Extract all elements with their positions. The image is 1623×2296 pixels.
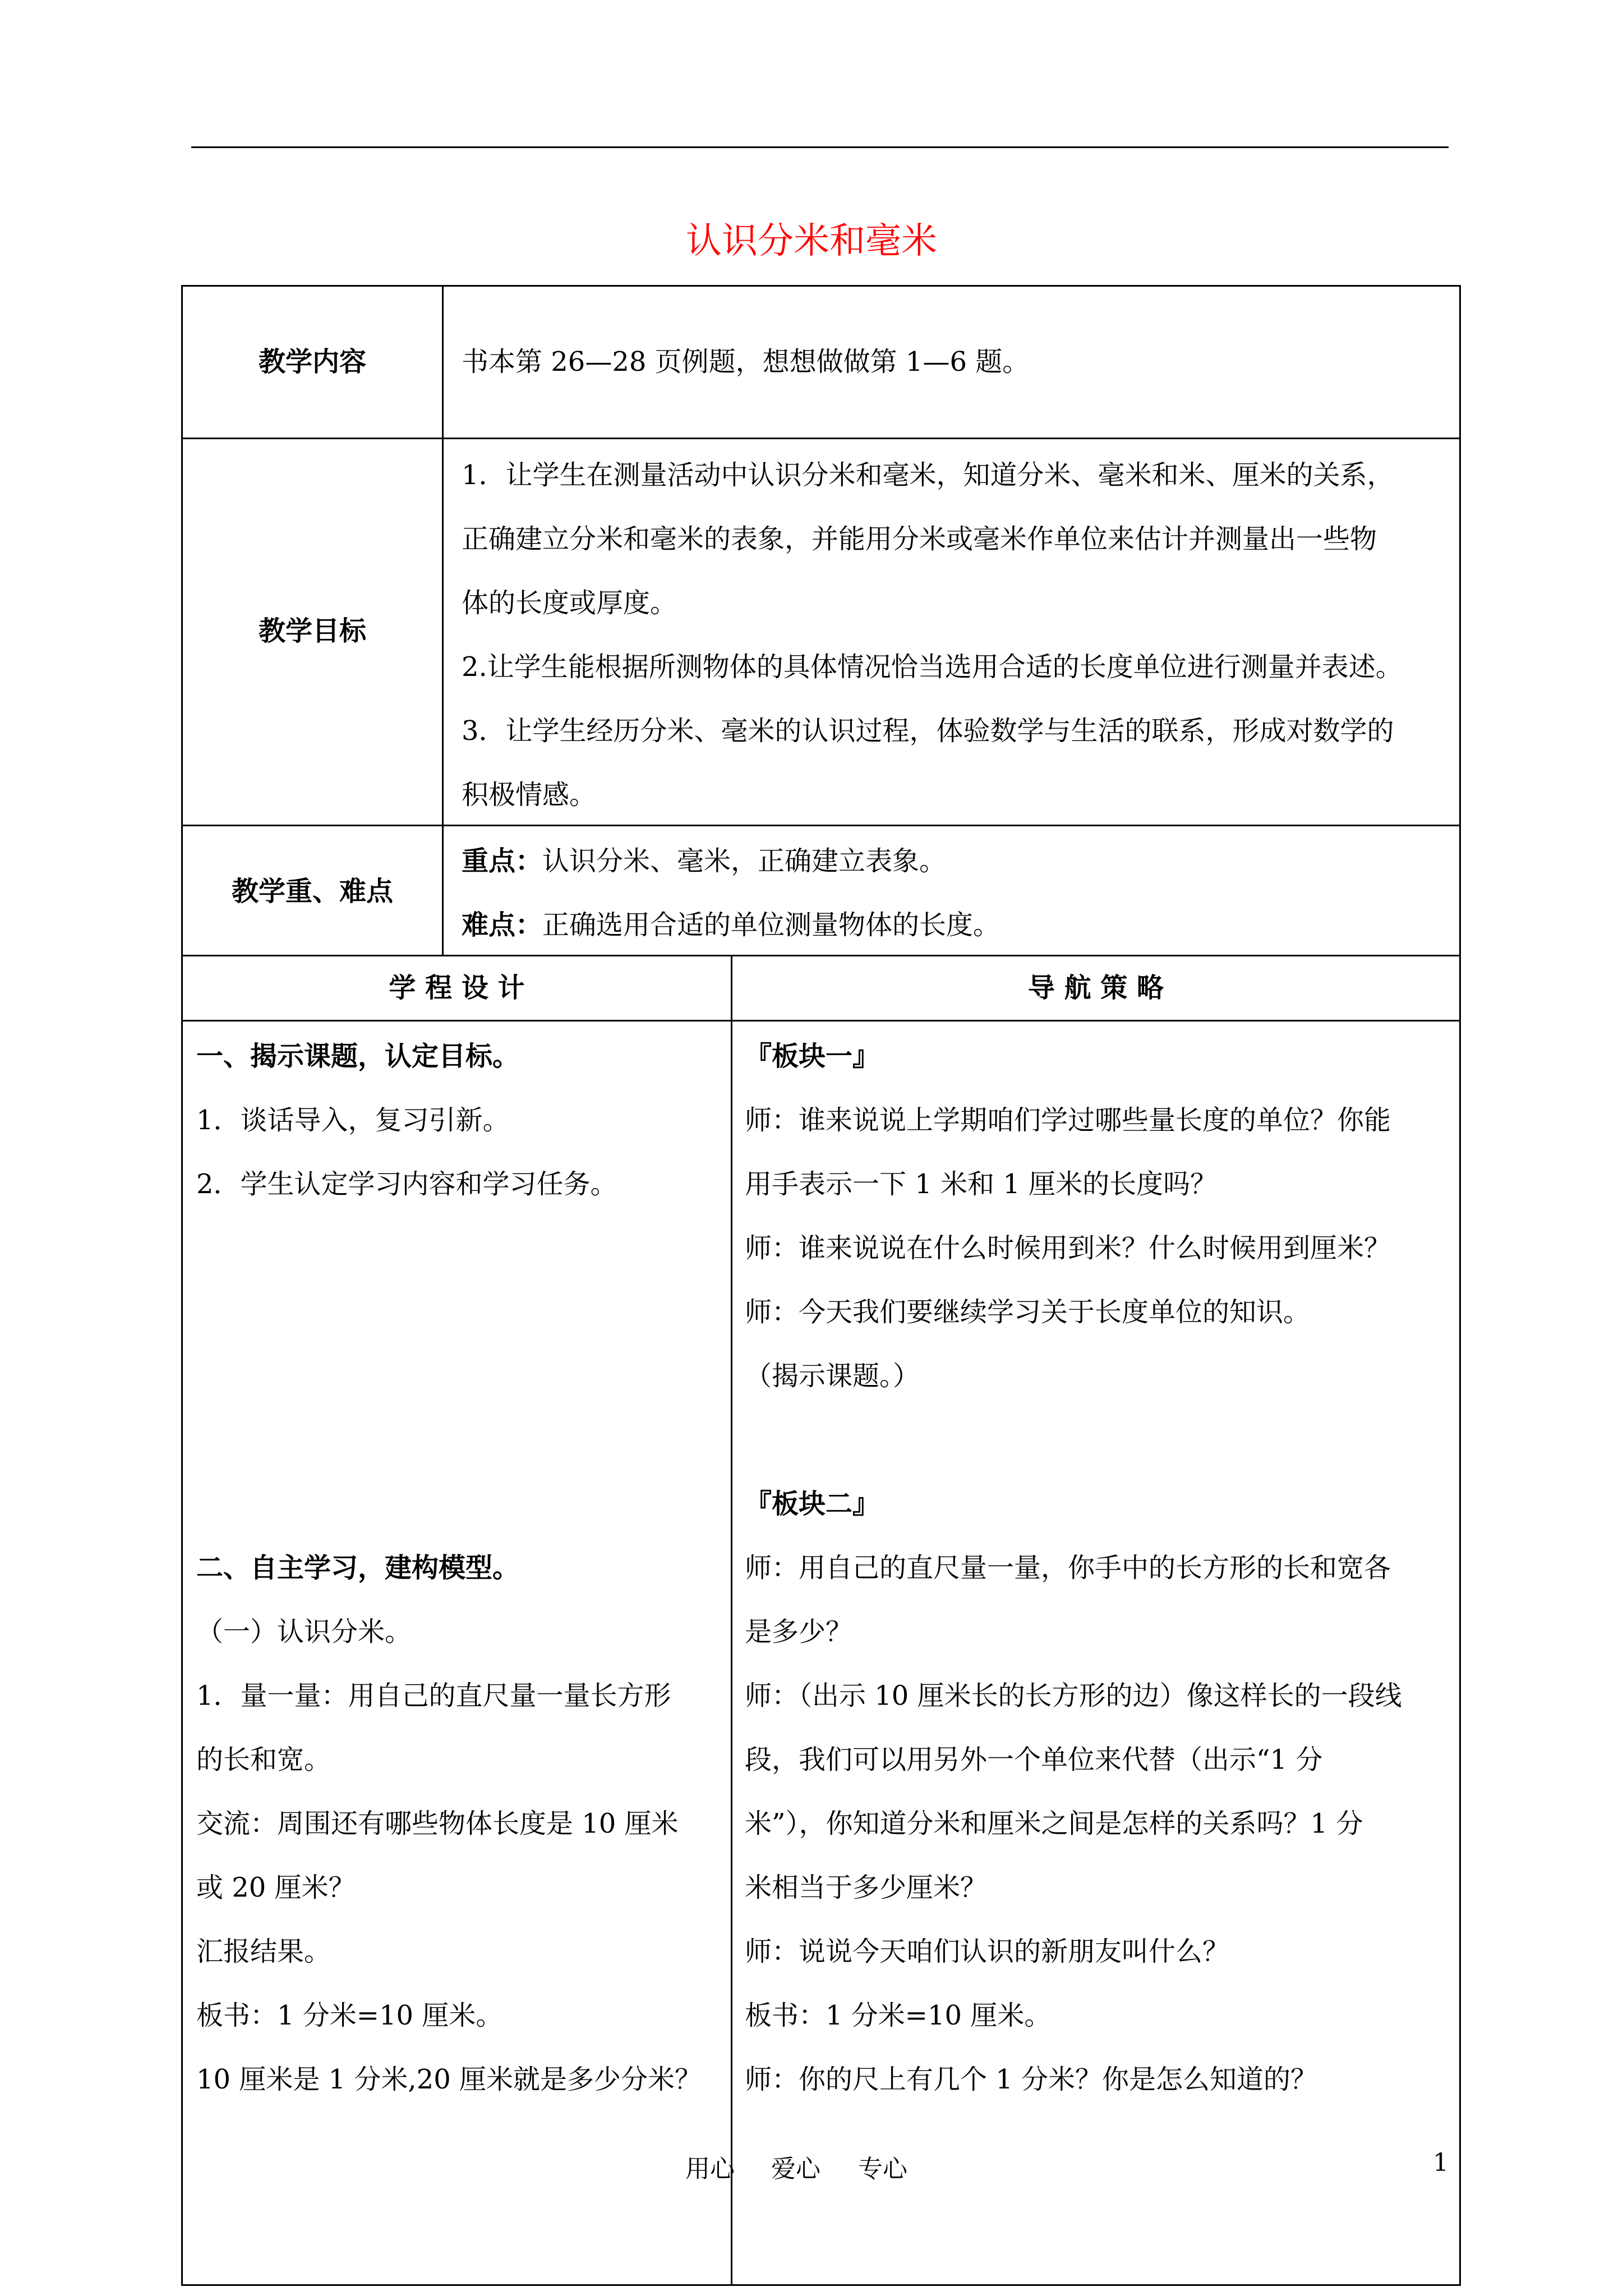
table-rule [181, 438, 1461, 439]
list-item: 汇报结果。 [196, 1936, 331, 1967]
key-points-text [462, 829, 1000, 957]
key-point-line [462, 829, 1000, 893]
list-item: 1．谈话导入，复习引新。 [196, 1105, 510, 1136]
left-section-1 [196, 1024, 617, 1216]
objective-line: 正确建立分米和毫米的表象，并能用分米或毫米作单位来估计并测量出一些物 [462, 523, 1377, 555]
footer-motto-1: 用心 [685, 2155, 735, 2183]
objective-line: 1．让学生在测量活动中认识分米和毫米，知道分米、毫米和米、厘米的关系， [462, 459, 1394, 491]
strategy-line: 米相当于多少厘米？ [745, 1872, 988, 1903]
list-item: 2．学生认定学习内容和学习任务。 [196, 1168, 617, 1200]
table-border-left [181, 285, 183, 2286]
strategy-line: 师：谁来说说上学期咱们学过哪些量长度的单位？你能 [745, 1105, 1391, 1136]
strategy-line: 段，我们可以用另外一个单位来代替（出示“1 分 [745, 1744, 1323, 1775]
objective-line: 积极情感。 [462, 779, 597, 811]
strategy-line: 师：今天我们要继续学习关于长度单位的知识。 [745, 1296, 1311, 1328]
list-item: 板书：1 分米=10 厘米。 [196, 2000, 503, 2031]
objective-line: 3．让学生经历分米、毫米的认识过程，体验数学与生活的联系，形成对数学的 [462, 715, 1394, 747]
section-heading: 一、揭示课题，认定目标。 [196, 1041, 520, 1072]
table-border-right [1459, 285, 1461, 2286]
strategy-line: 师：（出示 10 厘米长的长方形的边）像这样长的一段线 [745, 1680, 1402, 1711]
right-block-2 [745, 1472, 1402, 2111]
page-number: 1 [1433, 2148, 1449, 2177]
strategy-line: （揭示课题。） [745, 1360, 920, 1392]
table-rule [181, 1020, 1461, 1022]
list-item: （一）认识分米。 [196, 1616, 412, 1648]
footer-motto-3: 专心 [858, 2155, 907, 2183]
content-label: 教学内容 [258, 346, 366, 378]
strategy-line: 师：用自己的直尺量一量，你手中的长方形的长和宽各 [745, 1552, 1391, 1584]
table-border-top [181, 285, 1461, 287]
table-divider [442, 285, 444, 956]
list-item: 1．量一量：用自己的直尺量一量长方形 [196, 1680, 671, 1711]
section-heading: 二、自主学习，建构模型。 [196, 1552, 520, 1584]
key-point-heading: 重点： [462, 845, 543, 877]
difficult-point-heading: 难点： [462, 909, 543, 941]
objective-line: 体的长度或厚度。 [462, 587, 677, 619]
strategy-line: 师：谁来说说在什么时候用到米？什么时候用到厘米？ [745, 1232, 1391, 1264]
strategy-line: 是多少？ [745, 1616, 853, 1648]
objectives-label: 教学目标 [258, 615, 366, 647]
objective-line: 2.让学生能根据所测物体的具体情况恰当选用合适的长度单位进行测量并表述。 [462, 651, 1403, 683]
header-rule [191, 146, 1449, 148]
list-item: 的长和宽。 [196, 1744, 331, 1775]
list-item: 10 厘米是 1 分米,20 厘米就是多少分米？ [196, 2064, 702, 2095]
right-column-header: 导 航 策 略 [1027, 972, 1164, 1004]
key-point-text: 认识分米、毫米，正确建立表象。 [542, 845, 947, 877]
strategy-line: 米”），你知道分米和厘米之间是怎样的关系吗？1 分 [745, 1808, 1363, 1839]
list-item: 交流：周围还有哪些物体长度是 10 厘米 [196, 1808, 679, 1839]
table-border-bottom [181, 2284, 1461, 2286]
list-item: 或 20 厘米？ [196, 1872, 356, 1903]
strategy-line: 师：你的尺上有几个 1 分米？你是怎么知道的？ [745, 2064, 1318, 2095]
difficult-point-line [462, 893, 1000, 957]
table-divider [731, 955, 732, 2286]
block-heading: 『板块一』 [745, 1041, 880, 1072]
difficult-point-text: 正确选用合适的单位测量物体的长度。 [542, 909, 1000, 941]
footer-motto-2: 爱心 [771, 2155, 820, 2183]
left-section-2 [196, 1536, 702, 2111]
left-column-header: 学 程 设 计 [389, 972, 525, 1004]
objectives-text [462, 443, 1403, 827]
content-text: 书本第 26—28 页例题，想想做做第 1—6 题。 [462, 346, 1030, 378]
right-block-1 [745, 1024, 1391, 1408]
key-points-label: 教学重、难点 [231, 876, 393, 907]
strategy-line: 板书：1 分米=10 厘米。 [745, 2000, 1052, 2031]
strategy-line: 师：说说今天咱们认识的新朋友叫什么？ [745, 1936, 1230, 1967]
block-heading: 『板块二』 [745, 1488, 880, 1520]
strategy-line: 用手表示一下 1 米和 1 厘米的长度吗？ [745, 1168, 1218, 1200]
document-title: 认识分米和毫米 [686, 220, 937, 262]
